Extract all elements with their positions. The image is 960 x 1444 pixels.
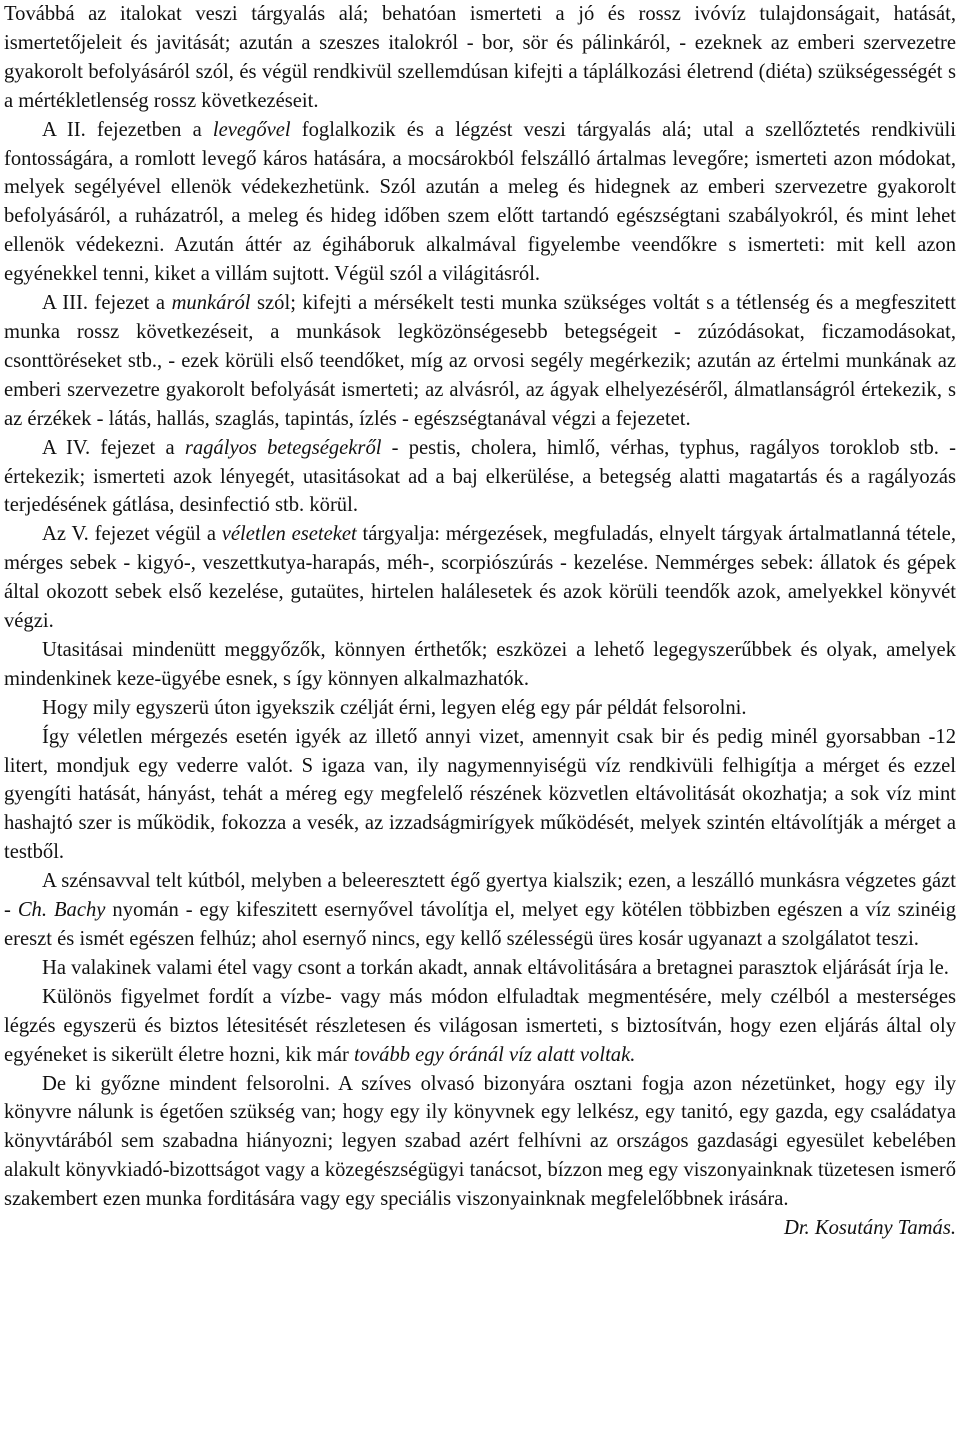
text-run: A szénsavval telt kútból, melyben a beleeresztett égő gyertya kialszik; ezen, a leszálló munkásra végzetes gázt - (4, 870, 956, 922)
paragraph (4, 954, 956, 983)
paragraph (4, 116, 956, 289)
italic-text: tovább egy óránál víz alatt voltak. (353, 1043, 636, 1066)
italic-text: ragályos betegségekről (184, 436, 382, 459)
text-run: A II. fejezetben a (42, 118, 213, 141)
text-run: Hogy mily egyszerü úton igyekszik czélját érni, legyen elég egy pár példát felsorolni. (42, 696, 747, 719)
text-run: De ki győzne mindent felsorolni. A szíves olvasó bizonyára osztani fogja azon nézetünket, hogy egy ily könyvre nálunk is égetően szükség van; hogy egy ily könyvnek egy lelkész, egy tanitó, egy gazda, egy családatya könyvtárából sem szabadna hiányozni; legyen szabad azért felhívni az országos gazdasági egyesület kebelében alakult könyvkiadó-bizottságot vagy a közegészségügyi tanácsot, bízzon meg egy viszonyainknak tüzetesen ismerő szakembert ezen munka forditására vagy egy speciális viszonyainknak megfelelőbbnek irására. (4, 1072, 956, 1211)
text-run: A IV. fejezet a (42, 436, 185, 459)
paragraph (4, 434, 956, 521)
italic-text: munkáról (171, 292, 251, 315)
paragraph (4, 723, 956, 868)
paragraph (4, 694, 956, 723)
text-run: - pestis, cholera, himlő, vérhas, typhus, ragályos toroklob stb. - értekezik; ismerteti azok lényegét, utasitásokat ad a baj elkerülése, a betegség alatti magatartás és a ragályozás terjedésének gátlása, desinfectió stb. körül. (4, 436, 956, 517)
paragraph (4, 0, 956, 116)
paragraph (4, 983, 956, 1070)
paragraph (4, 520, 956, 636)
text-run: tárgyalja: mérgezések, megfuladás, elnyelt tárgyak ártalmatlanná tétele, mérges sebek - kigyó-, veszettkutya-harapás, méh-, scorpiószúrás - kezelése. Nemmérges sebek: állatok és gépek által okozott sebek első kezelése, gutaütes, hirtelen halálesetek és azok körüli teendők azok, amelyekkel könyvét végzi. (4, 523, 956, 633)
text-run: Különös figyelmet fordít a vízbe- vagy más módon elfuladtak megmentésére, mely czélból a mesterséges légzés egyszerü és biztos létesitését részletesen és világosan ismerteti, s biztosítván, hogy ezen eljárás által oly egyéneket is sikerült életre hozni, kik már (4, 985, 956, 1066)
text-run (47, 899, 54, 921)
text-run: A III. fejezet a (42, 292, 172, 315)
italic-text: Bachy (53, 899, 106, 922)
text-run: Továbbá az italokat veszi tárgyalás alá; behatóan ismerteti a jó és rossz ivóvíz tulajdonságait, hatását, ismertetőjeleit és javitását; azután a szeszes italokról - bor, sör és pálinkáról, - ezeknek az emberi szervezetre gyakorolt befolyásáról szól, és végül rendkivül szellemdúsan kifejti a táplálkozási életrend (diéta) szükségességét s a mértékletlenség rossz következéseit. (4, 3, 956, 112)
text-run: Így véletlen mérgezés esetén igyék az illető annyi vizet, amennyit csak bir és pedig minél gyorsabban -12 litert, mondjuk egy vederre valót. S igaza van, ily nagymennyiségü víz rendkivüli felhigítja a mérget és ezzel gyengíti hatását, hányást, tehát a méreg egy megfelelő részének közvetlen eltávolitását okozhatja; a sok víz mint hashajtó szer is működik, fokozza a vesék, az izzadságmirígyek működését, melyek szintén eltávolítják a mérget a testből. (4, 725, 956, 864)
author-signature: Dr. Kosutány Tamás. (783, 1217, 956, 1240)
italic-text: véletlen eseteket (221, 523, 357, 546)
paragraph (4, 867, 956, 954)
italic-text: levegővel (212, 118, 291, 141)
text-run: nyomán - egy kifeszitett esernyővel távolítja el, melyet egy kötélen többizben egészen a víz szinéig ereszt és ismét egészen felhúz; ahol esernyő nincs, egy kellő szélességü üres kosár ugyanazt a szolgálatot teszi. (4, 899, 956, 950)
article-body (4, 0, 956, 1214)
text-run: foglalkozik és a légzést veszi tárgyalás alá; utal a szellőztetés rendkivüli fontosságára, a romlott levegő káros hatására, a mocsárokból felszálló ártalmas levegőre; ismerteti azon módokat, melyek segélyével ellenök védekezhetünk. Szól azután a meleg és hidegnek az emberi szervezetre gyakorolt befolyásáról, a ruházatról, a meleg és hideg időben szem előtt tartandó egészségtani szabályokról, és mint lehet ellenök védekezni. Azután áttér az égiháboruk alkalmával figyelembe veendőkre s ismerteti: mit kell azon egyénekkel tenni, kiket a villám sujtott. Végül szól a világitásról. (4, 118, 956, 286)
text-run: Az V. fejezet végül a (42, 523, 222, 546)
paragraph (4, 289, 956, 434)
text-run: Ha valakinek valami étel vagy csont a torkán akadt, annak eltávolitására a bretagnei parasztok eljárását írja le. (42, 956, 949, 979)
italic-text: Ch. (17, 899, 47, 922)
text-run: szól; kifejti a mérsékelt testi munka szükséges voltát s a tétlenség és a megfeszitett munka rossz következéseit, a munkások legközönségesebb betegségeit - zúzódásokat, ficzamodásokat, csonttöréseket stb., - ezek körüli első teendőket, míg az orvosi segély megérkezik; azután az értelmi munkának az emberi szervezetre gyakorolt befolyását ismerteti; az alvásról, az ágyak elhelyezéséről, álmatlanságról értekezik, s az érzékek - látás, hallás, szaglás, tapintás, ízlés - egészségtanával végzi a fejezetet. (4, 292, 956, 430)
paragraph (4, 636, 956, 694)
text-run: Utasitásai mindenütt meggyőzők, könnyen érthetők; eszközei a lehető legegyszerűbbek és olyak, amelyek mindenkinek keze-ügyébe esnek, s így könnyen alkalmazhatók. (4, 638, 956, 690)
paragraph (4, 1070, 956, 1215)
